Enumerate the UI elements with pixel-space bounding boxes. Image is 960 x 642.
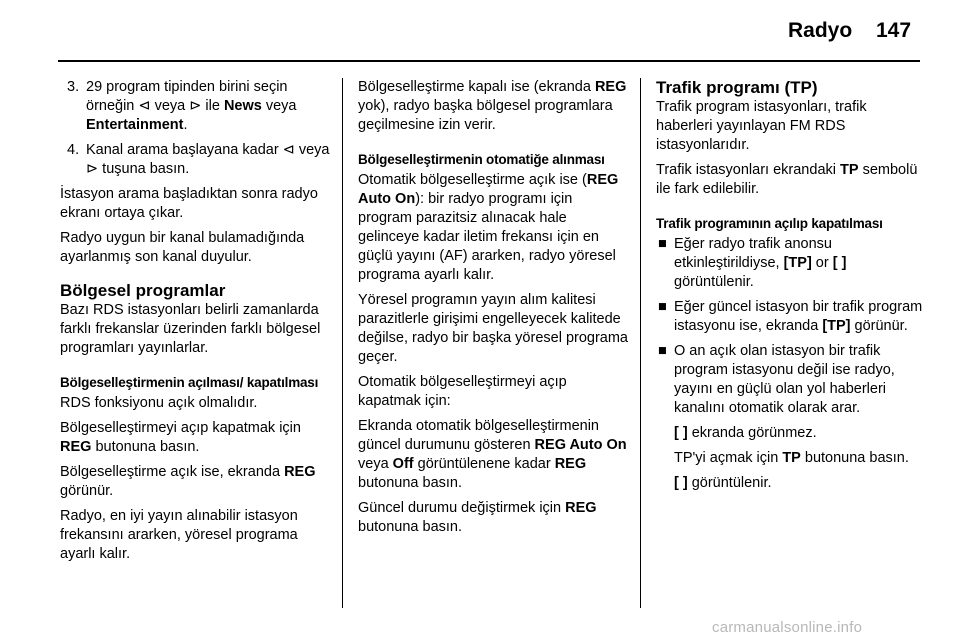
paragraph: RDS fonksiyonu açık olmalıdır. <box>60 395 258 411</box>
step-text: veya <box>261 98 297 114</box>
text: Ekranda otomatik bölgeselleştirmenin güncel durumunu gösteren <box>358 418 599 453</box>
subsection-heading: Bölgeselleştirmenin otomatiğe alınması <box>358 152 605 167</box>
page-header <box>0 0 960 62</box>
text: sembolü ile fark edilebilir. <box>656 162 918 197</box>
paragraph: Radyo uygun bir kanal bulamadığında ayarlanmış son kanal duyulur. <box>60 230 305 265</box>
paragraph <box>60 419 332 457</box>
text: görüntülenir. <box>687 475 772 491</box>
step-text: Kanal arama başlayana kadar ⊲ veya ⊳ tuşuna basın. <box>86 142 330 177</box>
bold-term: REG <box>594 79 627 95</box>
section-heading-traffic: Trafik programı (TP) <box>656 78 818 97</box>
step-4 <box>60 141 332 179</box>
bullet-square-icon: ■ <box>658 236 667 252</box>
text: Trafik istasyonları ekrandaki <box>656 162 841 178</box>
bullet-square-icon: ■ <box>658 343 667 359</box>
bold-term: REG Auto On <box>358 172 619 207</box>
bold-term: REG Auto On <box>534 437 627 453</box>
text: or <box>811 255 833 271</box>
bold-term: Off <box>392 456 414 472</box>
step-number: 4. <box>67 142 80 158</box>
text: görünür. <box>60 483 114 499</box>
paragraph <box>656 161 924 199</box>
watermark: carmanualsonline.info <box>712 619 863 636</box>
column-middle <box>358 78 630 543</box>
paragraph <box>358 78 630 135</box>
bold-term: News <box>223 98 262 114</box>
list-item <box>656 298 924 336</box>
text: görünür. <box>850 318 908 334</box>
step-3 <box>60 78 332 135</box>
bold-term: REG <box>554 456 587 472</box>
paragraph: Otomatik bölgeselleştirmeyi açıp kapatmak için: <box>358 374 567 409</box>
section-heading-regional: Bölgesel programlar <box>60 281 226 300</box>
list-item <box>656 235 924 292</box>
bullet-square-icon: ■ <box>658 299 667 315</box>
bold-term: [ ] <box>832 255 847 271</box>
bold-term: [TP] <box>783 255 812 271</box>
list-item <box>656 342 924 418</box>
text: ekranda görünmez. <box>687 425 817 441</box>
paragraph: Bazı RDS istasyonları belirli zamanlarda farklı frekanslar üzerinden farklı bölgesel programları yayınlarlar. <box>60 302 321 356</box>
text: Bölgeselleştirmeyi açıp kapatmak için <box>60 420 301 436</box>
text: veya <box>358 456 393 472</box>
paragraph <box>358 499 630 537</box>
paragraph: İstasyon arama başladıktan sonra radyo ekranı ortaya çıkar. <box>60 186 318 221</box>
paragraph <box>358 417 630 493</box>
text: O an açık olan istasyon bir trafik program istasyonu değil ise radyo, yayını en güçlü olan yol haberleri kanalını otomatik olarak arar. <box>674 343 895 416</box>
text: Eğer radyo trafik anonsu etkinleştirildiyse, <box>674 236 832 271</box>
column-right <box>656 78 924 499</box>
text: yok), radyo başka bölgesel programlara geçilmesine izin verir. <box>358 98 613 133</box>
bold-term: REG <box>284 464 316 480</box>
text: butonuna basın. <box>358 475 463 491</box>
paragraph: Trafik program istasyonları, trafik haberleri yayınlayan FM RDS istasyonlarıdır. <box>656 99 867 153</box>
paragraph: Yöresel programın yayın alım kalitesi parazitlerle girişimi engelleyecek kalitede değilse, radyo bir başka yöresel programa geçer. <box>358 292 628 365</box>
sub-paragraph <box>656 424 924 443</box>
paragraph: Radyo, en iyi yayın alınabilir istasyon frekansını ararken, yöresel programa ayarlı kalır. <box>60 508 298 562</box>
bold-term: TP <box>782 450 801 466</box>
text: ): bir radyo programı için program parazitsiz alınacak hale gelinceye kadar iletim frekansı için en güçlü yayını (AF) ararken, radyo yöresel programa ayarlı kalır. <box>358 191 616 283</box>
column-left <box>60 78 332 570</box>
column-divider-left <box>342 78 343 608</box>
bold-term: REG <box>565 500 597 516</box>
page-number: 147 <box>876 19 912 42</box>
bold-term: [TP] <box>822 318 851 334</box>
paragraph <box>358 171 630 285</box>
text: Bölgeselleştirme kapalı ise (ekranda <box>358 79 595 95</box>
header-divider <box>58 60 920 62</box>
step-text: 29 program tipinden birini seçin örneğin ⊲ veya ⊳ ile <box>86 79 288 114</box>
bold-term: Entertainment <box>86 117 184 133</box>
text: görüntülenir. <box>674 274 754 290</box>
sub-paragraph <box>656 474 924 493</box>
text: Bölgeselleştirme açık ise, ekranda <box>60 464 285 480</box>
text: butonuna basın. <box>800 450 909 466</box>
text: TP'yi açmak için <box>674 450 783 466</box>
sub-paragraph <box>656 449 924 468</box>
page-title: Radyo <box>788 19 853 42</box>
column-divider-right <box>640 78 641 608</box>
text: Güncel durumu değiştirmek için <box>358 500 566 516</box>
bold-term: REG <box>60 439 92 455</box>
subsection-heading: Trafik programının açılıp kapatılması <box>656 216 883 231</box>
text: Otomatik bölgeselleştirme açık ise ( <box>358 172 587 188</box>
bold-term: TP <box>840 162 859 178</box>
text: Eğer güncel istasyon bir trafik program istasyonu ise, ekranda <box>674 299 923 334</box>
subsection-heading: Bölgeselleştirmenin açılması/ kapatılması <box>60 375 319 390</box>
step-number: 3. <box>67 79 80 95</box>
bold-term: [ ] <box>674 425 688 441</box>
text: butonuna basın. <box>91 439 200 455</box>
paragraph <box>60 463 332 501</box>
step-text: . <box>183 117 188 133</box>
text: görüntülenene kadar <box>413 456 555 472</box>
text: butonuna basın. <box>358 519 463 535</box>
bold-term: [ ] <box>674 475 688 491</box>
